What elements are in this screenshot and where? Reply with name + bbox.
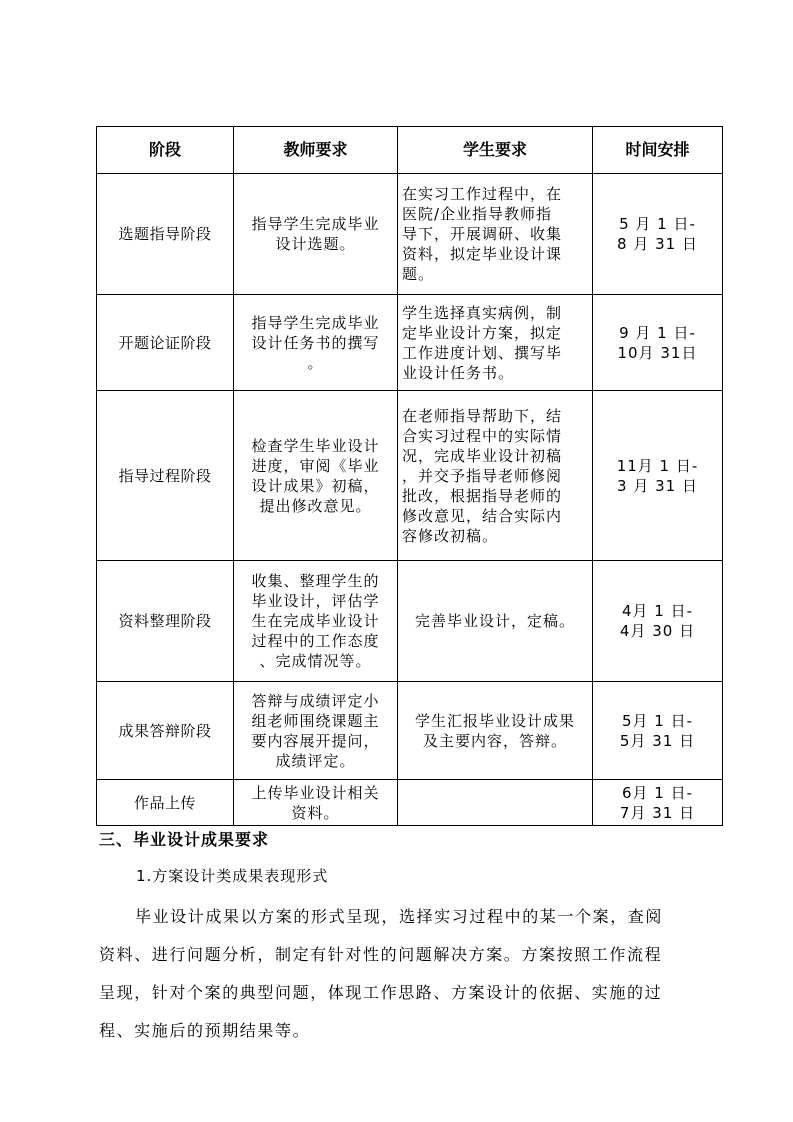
student-requirement-cell <box>398 780 593 826</box>
table-row <box>97 780 723 826</box>
student-requirement-cell-line: 工作进度计划、撰写毕 <box>402 343 563 362</box>
body-paragraph <box>99 898 702 1050</box>
teacher-requirement-cell-line: 提出修改意见。 <box>259 496 372 515</box>
teacher-requirement-cell-line: 组老师围绕课题主 <box>251 711 380 730</box>
time-schedule-cell-line: 4月 1 日- <box>621 602 694 620</box>
header-student-requirements: 学生要求 <box>398 127 593 174</box>
student-requirement-cell-line: 修改意见，结合实际内 <box>402 506 563 525</box>
paragraph-line: 程、实施后的预期结果等。 <box>99 1021 311 1040</box>
teacher-requirement-cell-line: 、完成情况等。 <box>259 652 372 670</box>
teacher-requirement-cell <box>234 780 398 826</box>
teacher-requirement-cell-line: 进度，审阅《毕业 <box>251 456 380 475</box>
teacher-requirement-cell-line: 设计成果》初稿， <box>251 476 380 495</box>
teacher-requirement-cell-line: 答辩与成绩评定小 <box>251 691 380 710</box>
teacher-requirement-cell-line: 生在完成毕业设计 <box>251 612 380 630</box>
stage-cell: 开题论证阶段 <box>97 295 234 391</box>
time-schedule-cell <box>593 561 723 682</box>
table-header-row <box>97 127 723 174</box>
paragraph-line: 资料、进行问题分析，制定有针对性的问题解决方案。方案按照工作流程 <box>99 945 663 964</box>
teacher-requirement-cell <box>234 682 398 780</box>
teacher-requirement-cell <box>234 174 398 295</box>
student-requirement-cell-line: 在实习工作过程中，在 <box>402 185 563 203</box>
student-requirement-cell-line: 业设计任务书。 <box>402 363 515 382</box>
stage-cell: 成果答辩阶段 <box>97 682 234 780</box>
stage-cell: 指导过程阶段 <box>97 391 234 561</box>
student-requirement-cell-line: 况，完成毕业设计初稿 <box>402 446 563 465</box>
time-schedule-cell-line: 3 月 31 日 <box>617 476 698 495</box>
teacher-requirement-cell-line: 毕业设计，评估学 <box>251 592 380 610</box>
teacher-requirement-cell-line: 。 <box>307 353 324 372</box>
table-row <box>97 295 723 391</box>
student-requirement-cell <box>398 174 593 295</box>
student-requirement-cell-line: 在老师指导帮助下，结 <box>402 406 563 425</box>
time-schedule-cell <box>593 780 723 826</box>
student-requirement-cell <box>398 561 593 682</box>
time-schedule-cell-line: 8 月 31 日 <box>617 235 698 253</box>
teacher-requirement-cell-line: 要内容展开提问， <box>251 731 380 750</box>
teacher-requirement-cell <box>234 561 398 682</box>
time-schedule-cell-line: 5月 1 日- <box>621 711 694 730</box>
stage-cell: 作品上传 <box>97 780 234 826</box>
time-schedule-cell-line: 7月 31 日 <box>619 803 696 822</box>
time-schedule-cell <box>593 391 723 561</box>
student-requirement-cell-line: ，并交予指导老师修阅 <box>402 466 563 485</box>
header-stage: 阶段 <box>97 127 234 174</box>
student-requirement-cell-line: 导下，开展调研、收集 <box>402 225 563 243</box>
teacher-requirement-cell-line: 上传毕业设计相关 <box>251 783 380 802</box>
teacher-requirement-cell-line: 设计选题。 <box>275 235 356 253</box>
graduation-design-schedule-table <box>96 126 723 826</box>
teacher-requirement-cell-line: 检查学生毕业设计 <box>251 436 380 455</box>
header-teacher-requirements: 教师要求 <box>234 127 398 174</box>
time-schedule-cell <box>593 174 723 295</box>
header-time-schedule: 时间安排 <box>593 127 723 174</box>
student-requirement-cell <box>398 295 593 391</box>
teacher-requirement-cell-line: 设计任务书的撰写 <box>251 333 380 352</box>
paragraph-line: 毕业设计成果以方案的形式呈现，选择实习过程中的某一个案，查阅 <box>135 907 664 926</box>
student-requirement-cell-line: 容修改初稿。 <box>402 526 499 545</box>
table-row <box>97 391 723 561</box>
student-requirement-cell-line: 学生选择真实病例，制 <box>402 303 563 322</box>
time-schedule-cell-line: 5月 31 日 <box>619 731 696 750</box>
student-requirement-cell-line: 资料，拟定毕业设计课 <box>402 245 563 263</box>
student-requirement-cell-line: 医院/企业指导教师指 <box>402 205 553 223</box>
student-requirement-cell-line: 及主要内容，答辩。 <box>422 731 567 750</box>
time-schedule-cell-line: 5 月 1 日- <box>619 215 696 233</box>
teacher-requirement-cell-line: 收集、整理学生的 <box>251 572 380 590</box>
table-row <box>97 561 723 682</box>
teacher-requirement-cell-line: 指导学生完成毕业 <box>251 215 380 233</box>
time-schedule-cell-line: 11月 1 日- <box>616 456 699 475</box>
student-requirement-cell-line: 合实习过程中的实际情 <box>402 426 563 445</box>
time-schedule-cell <box>593 682 723 780</box>
table-row <box>97 174 723 295</box>
time-schedule-cell-line: 6月 1 日- <box>621 783 694 802</box>
student-requirement-cell-line: 题。 <box>402 265 435 283</box>
student-requirement-cell <box>398 391 593 561</box>
paragraph-line: 呈现，针对个案的典型问题，体现工作思路、方案设计的依据、实施的过 <box>99 983 663 1002</box>
student-requirement-cell-line: 完善毕业设计，定稿。 <box>414 612 575 630</box>
time-schedule-cell-line: 9 月 1 日- <box>619 323 696 342</box>
student-requirement-cell-line: 学生汇报毕业设计成果 <box>414 711 575 730</box>
teacher-requirement-cell <box>234 391 398 561</box>
student-requirement-cell <box>398 682 593 780</box>
student-requirement-cell-line: 定毕业设计方案，拟定 <box>402 323 563 342</box>
teacher-requirement-cell <box>234 295 398 391</box>
sub-heading: 1.方案设计类成果表现形式 <box>136 867 329 885</box>
section-heading: 三、毕业设计成果要求 <box>99 830 270 849</box>
teacher-requirement-cell-line: 过程中的工作态度 <box>251 632 380 650</box>
time-schedule-cell-line: 10月 31日 <box>617 343 698 362</box>
stage-cell: 资料整理阶段 <box>97 561 234 682</box>
student-requirement-cell-line: 批改，根据指导老师的 <box>402 486 563 505</box>
teacher-requirement-cell-line: 成绩评定。 <box>275 751 356 770</box>
teacher-requirement-cell-line: 指导学生完成毕业 <box>251 313 380 332</box>
table-row <box>97 682 723 780</box>
stage-cell: 选题指导阶段 <box>97 174 234 295</box>
time-schedule-cell-line: 4月 30 日 <box>619 622 696 640</box>
time-schedule-cell <box>593 295 723 391</box>
teacher-requirement-cell-line: 资料。 <box>291 803 340 822</box>
